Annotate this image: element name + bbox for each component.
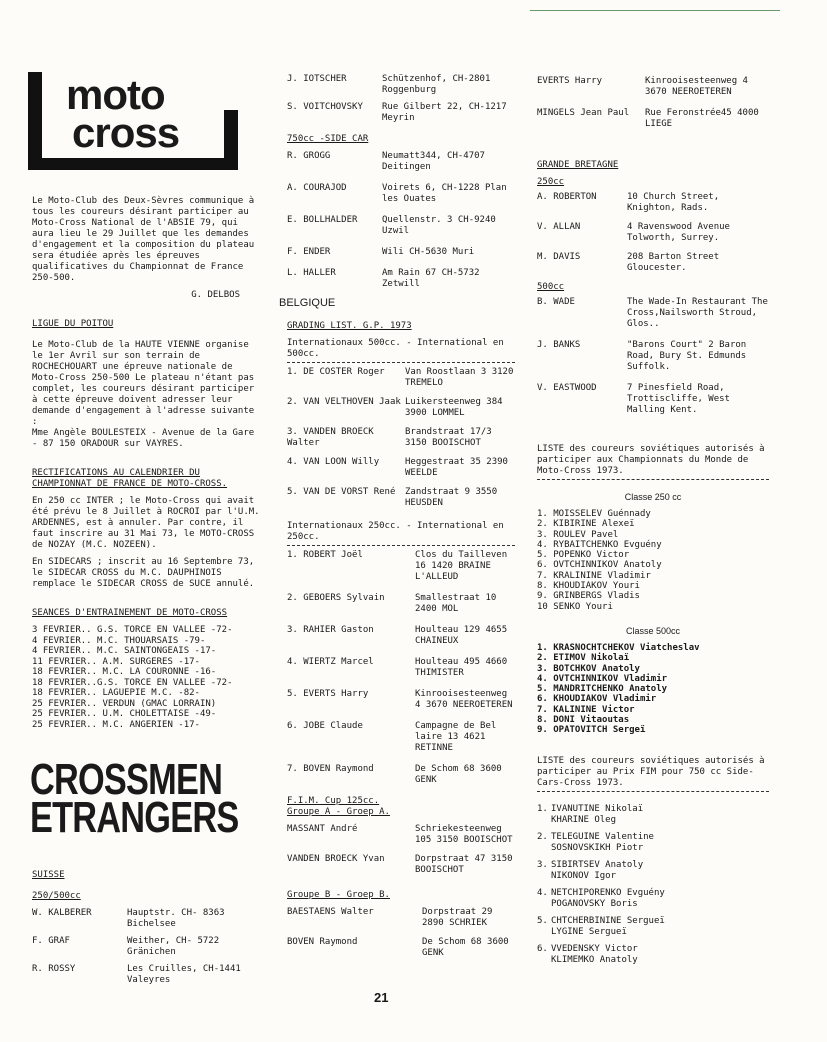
list-item: 2. ETIMOV Nikolaï: [537, 653, 630, 664]
entry-row: [287, 854, 515, 876]
entry-name: J. IOTSCHER: [287, 74, 347, 84]
list-item: 8. KHOUDIAKOV Youri: [537, 581, 640, 592]
entry-row: [537, 76, 769, 98]
entry-row: [287, 721, 515, 754]
entry-row: [537, 340, 769, 373]
right-column: [537, 76, 769, 966]
rectifications-p2: En SIDECARS ; inscrit au 16 Septembre 73, le SIDECAR CROSS du M.C. DAUPHINOIS remplace le SIDECAR CROSS de SUCE annulé.: [32, 557, 255, 589]
entry-address: Houlteau 495 4660 THIMISTER: [415, 657, 508, 678]
divider: [287, 545, 515, 546]
entry-name: J. BANKS: [537, 340, 581, 350]
list-item: 4 FEVRIER.. M.C. THOUARSAIS -79-: [32, 635, 206, 646]
entry-name: E. BOLLHALDER: [287, 215, 358, 225]
suisse-title: SUISSE: [32, 870, 65, 880]
entry-name: 2. GEBOERS Sylvain: [287, 593, 385, 603]
crossmen-heading-2: ETRANGERS: [30, 793, 239, 842]
suisse-section: [32, 870, 262, 992]
sidecar-pair: [537, 916, 769, 938]
entry-address: Clos du Tailleven 16 1420 BRAINE L'ALLEUD: [415, 550, 508, 582]
left-column: [32, 196, 260, 730]
entry-name: 4. VAN LOON Willy: [287, 457, 380, 467]
ligue-title: LIGUE DU POITOU: [32, 319, 114, 329]
entry-address: Houlteau 129 4655 CHAINEUX: [415, 625, 508, 646]
entry-name: V. ALLAN: [537, 222, 581, 232]
logo-line1: moto: [66, 71, 165, 118]
driver: IVANUTINE Nikolaï: [551, 803, 644, 814]
sidecar-pair: [537, 888, 769, 910]
logo-left-bar: [28, 72, 42, 168]
ligue-address: Mme Angèle BOULESTEIX - Avenue de la Gare - 87 150 ORADOUR sur VAYRES.: [32, 428, 255, 449]
list-item: 5. POPENKO Victor: [537, 550, 630, 561]
entry-row: [287, 625, 515, 647]
belgique-title: BELGIQUE: [279, 297, 336, 309]
class250-title: Classe 250 cc: [624, 492, 682, 502]
entry-address: Rue Feronstrée45 4000 LIEGE: [645, 108, 759, 129]
entry-address: 7 Pinesfield Road, Trottiscliffe, West Malling Kent.: [627, 383, 730, 415]
intro-text: Le Moto-Club des Deux-Sèvres communique à tous les coureurs désirant participer au Moto-Cross National de l'ABSIE 79, qui aura lieu le 29 Juillet que les demandes d'engagement et la composition du plateau sera étudiée après les épreuves qualificatives du Championnat de France 250-500.: [32, 196, 255, 283]
entry-row: [287, 824, 515, 846]
entry-name: 2. VAN VELTHOVEN Jaak: [287, 397, 401, 407]
entry-row: [537, 108, 769, 130]
entry-row: [537, 297, 769, 330]
entry-row: [537, 252, 769, 274]
entry-row: [287, 593, 515, 615]
seances-list: [32, 625, 260, 730]
entry-name: MASSANT André: [287, 824, 358, 834]
list-item: 1. KRASNOCHTCHEKOV Viatcheslav: [537, 642, 700, 653]
entry-row: [32, 964, 262, 986]
entry-address: Luikersteenweg 384 3900 LOMMEL: [405, 397, 503, 418]
driver: NETCHIPORENKO Evguény: [551, 887, 665, 898]
entry-row: [537, 383, 769, 416]
entry-name: 7. BOVEN Raymond: [287, 764, 374, 774]
entry-address: De Schom 68 3600 GENK: [415, 764, 502, 785]
entry-row: [287, 367, 515, 389]
crossmen-heading-1: CROSSMEN: [30, 755, 223, 804]
entry-address: "Barons Court" 2 Baron Road, Bury St. Edmunds Suffolk.: [627, 340, 747, 372]
pair-number: 1.: [537, 803, 548, 814]
entry-name: B. WADE: [537, 297, 575, 307]
entry-row: [287, 151, 515, 173]
list-item: 10 SENKO Youri: [537, 601, 613, 612]
entry-address: Zandstraat 9 3550 HEUSDEN: [405, 487, 498, 508]
entry-name: A. COURAJOD: [287, 183, 347, 193]
intro-signature: G. DELBOS: [191, 290, 240, 300]
entry-address: Brandstraat 17/3 3150 BOOISCHOT: [405, 427, 492, 448]
inter500-title: Internationaux 500cc. - International en 500cc.: [287, 338, 504, 359]
entry-address: 208 Barton Street Gloucester.: [627, 252, 720, 273]
gb500-title: 500cc: [537, 282, 565, 292]
list-item: 1. MOISSELEV Guénnady: [537, 509, 651, 519]
logo-right-bar: [224, 110, 238, 170]
list-item: 18 FEVRIER.. LAGUEPIE M.C. -82-: [32, 688, 200, 698]
page-number: 21: [374, 990, 389, 1005]
ligue-text: Le Moto-Club de la HAUTE VIENNE organise le 1er Avril sur son terrain de ROCHECHOUART une épreuve nationale de Moto-Cross 250-500 Le plateau n'étant pas complet, les coureurs désirant participer à cette épreuve doivent adresser leur demande d'engagement à l'adresse suivante :: [32, 340, 255, 427]
logo-line2: cross: [72, 109, 180, 156]
entry-name: F. GRAF: [32, 936, 70, 946]
entry-row: [287, 457, 515, 479]
class250-list: [537, 509, 769, 612]
entry-name: S. VOITCHOVSKY: [287, 102, 363, 112]
entry-row: [287, 550, 515, 583]
passenger: LYGINE Sergueï: [551, 926, 627, 937]
sidecar-pair: [537, 944, 769, 966]
entry-address: Campagne de Bel laire 13 4621 RETINNE: [415, 721, 497, 753]
inter250-title: Internationaux 250cc. - International en 250cc.: [287, 521, 504, 542]
list-item: 7. KALININE Victor: [537, 704, 635, 715]
entry-row: [287, 215, 515, 237]
entry-row: [287, 487, 515, 509]
entry-row: [287, 937, 515, 959]
entry-name: BAESTAENS Walter: [287, 907, 374, 917]
entry-address: Schriekesteenweg 105 3150 BOOISCHOT: [415, 824, 513, 845]
entry-name: EVERTS Harry: [537, 76, 603, 86]
entry-address: Dorpstraat 47 3150 BOOISCHOT: [415, 854, 513, 875]
entry-row: [287, 247, 515, 258]
groupB-title: Groupe B - Groep B.: [287, 890, 390, 900]
entry-address: Schützenhof, CH-2801 Roggenburg: [382, 74, 491, 95]
entry-name: R. ROSSY: [32, 964, 76, 974]
sov-intro: LISTE des coureurs soviétiques autorisés à participer aux Championnats du Monde de Moto-Cross 1973.: [537, 444, 765, 476]
sidecar-pair: [537, 860, 769, 882]
list-item: 4. RYBAITCHENKO Evguény: [537, 539, 662, 550]
divider: [287, 362, 515, 363]
entry-address: Kinrooisesteenweg 4 3670 NEEROETEREN: [645, 76, 748, 97]
list-item: 4. OVTCHINNIKOV Vladimir: [537, 673, 668, 684]
list-item: 2. KIBIRINE Alexeï: [537, 519, 635, 530]
entry-address: De Schom 68 3600 GENK: [422, 937, 509, 958]
passenger: SOSNOVSKIKH Piotr: [551, 842, 644, 853]
middle-column: [279, 74, 515, 965]
class500-title: Classe 500cc: [625, 625, 681, 636]
divider: [537, 479, 769, 480]
entry-name: 1. DE COSTER Roger: [287, 367, 385, 377]
gb-title: GRANDE BRETAGNE: [537, 160, 619, 170]
list-item: 25 FEVRIER.. VERDUN (GMAC LORRAIN): [32, 698, 217, 709]
sidecar-title: 750cc -SIDE CAR: [287, 134, 369, 144]
driver: CHTCHERBININE Sergueï: [551, 915, 665, 926]
entry-name: 5. VAN DE VORST René: [287, 487, 396, 497]
entry-row: [537, 222, 769, 244]
entry-name: 1. ROBERT Joël: [287, 550, 363, 560]
entry-address: Voirets 6, CH-1228 Plan les Ouates: [382, 183, 507, 204]
gb250-title: 250cc: [537, 177, 565, 187]
entry-name: W. KALBERER: [32, 908, 92, 918]
passenger: KHARINE Oleg: [551, 814, 617, 825]
entry-row: [287, 657, 515, 679]
sidecar-pair: [537, 832, 769, 854]
pair-number: 4.: [537, 887, 548, 898]
entry-name: 5. EVERTS Harry: [287, 689, 369, 699]
list-item: 25 FEVRIER.. U.M. CHOLETTAISE -49-: [32, 709, 217, 719]
moto-cross-logo: [28, 70, 238, 170]
entry-row: [537, 192, 769, 214]
list-item: 4 FEVRIER.. M.C. SAINTONGEAIS -17-: [32, 646, 217, 656]
list-item: 7. KRALININE Vladimir: [537, 570, 651, 581]
entry-address: Kinrooisesteenweg 4 3670 NEEROETEREN: [415, 689, 513, 710]
entry-address: Neumatt344, CH-4707 Deitingen: [382, 151, 485, 172]
list-item: 5. MANDRITCHENKO Anatoly: [537, 684, 668, 695]
driver: SIBIRTSEV Anatoly: [551, 859, 644, 870]
list-item: 3. ROULEV Pavel: [537, 529, 619, 540]
entry-row: [287, 427, 515, 449]
entry-name: A. ROBERTON: [537, 192, 597, 202]
entry-address: Hauptstr. CH- 8363 Bichelsee: [127, 908, 225, 929]
entry-address: Les Cruilles, CH-1441 Valeyres: [127, 964, 241, 985]
entry-name: BOVEN Raymond: [287, 937, 358, 947]
passenger: NIKONOV Igor: [551, 870, 617, 881]
passenger: KLIMEMKO Anatoly: [551, 954, 638, 965]
entry-address: Smallestraat 10 2400 MOL: [415, 593, 497, 614]
list-item: 18 FEVRIER..G.S. TORCE EN VALLEE -72-: [32, 677, 233, 688]
entry-name: VANDEN BROECK Yvan: [287, 854, 385, 864]
entry-address: 4 Ravenswood Avenue Tolworth, Surrey.: [627, 222, 730, 243]
entry-row: [32, 936, 262, 958]
entry-address: Van Roostlaan 3 3120 TREMELO: [405, 367, 514, 388]
entry-row: [287, 183, 515, 205]
entry-address: Weither, CH- 5722 Gränichen: [127, 936, 220, 957]
entry-name: 3. VANDEN BROECK Walter: [287, 427, 374, 448]
entry-row: [287, 689, 515, 711]
entry-address: The Wade-In Restaurant The Cross,Nailsworth Stroud, Glos..: [627, 297, 768, 329]
divider: [537, 791, 769, 792]
entry-row: [287, 268, 515, 290]
entry-name: 4. WIERTZ Marcel: [287, 657, 374, 667]
logo-bottom-bar: [28, 158, 238, 170]
entry-name: 6. JOBE Claude: [287, 721, 363, 731]
driver: VVEDENSKY Victor: [551, 943, 638, 954]
entry-row: [287, 907, 515, 929]
list-item: 18 FEVRIER.. M.C. LA COURONNE -16-: [32, 667, 217, 677]
sidecar-pair: [537, 804, 769, 826]
entry-address: Quellenstr. 3 CH-9240 Uzwil: [382, 215, 496, 236]
list-item: 6. KHOUDIAKOV Vladimir: [537, 694, 657, 705]
rectifications-p1: En 250 cc INTER ; le Moto-Cross qui avait été prévu le 8 Juillet à ROCROI par l'U.M. ARDENNES, est à annuler. Par contre, il faut inscrire au 31 Mai 73, le MOTO-CROSS de NOZAY (M.C. NOZEEN).: [32, 496, 260, 550]
entry-name: F. ENDER: [287, 247, 331, 257]
entry-name: MINGELS Jean Paul: [537, 108, 630, 118]
pair-number: 3.: [537, 859, 548, 870]
entry-address: Wili CH-5630 Muri: [382, 247, 475, 257]
entry-address: Rue Gilbert 22, CH-1217 Meyrin: [382, 102, 507, 123]
passenger: POGANOVSKY Boris: [551, 898, 638, 909]
fim-title: F.I.M. Cup 125cc.: [287, 796, 380, 806]
fim-intro: LISTE des coureurs soviétiques autorisés à participer au Prix FIM pour 750 cc Side-Cars-Cross 1973.: [537, 755, 765, 788]
list-item: 3. BOTCHKOV Anatoly: [537, 663, 640, 674]
pair-number: 6.: [537, 943, 548, 954]
driver: TELEGUINE Valentine: [551, 831, 654, 842]
list-item: 9. OPATOVITCH Sergeï: [537, 725, 646, 736]
top-rule: [530, 10, 780, 11]
pair-number: 5.: [537, 915, 548, 926]
list-item: 3 FEVRIER.. G.S. TORCE EN VALLEE -72-: [32, 625, 233, 635]
entry-row: [287, 102, 515, 124]
entry-address: Dorpstraat 29 2890 SCHRIEK: [422, 907, 493, 928]
grading-title: GRADING LIST. G.P. 1973: [287, 321, 412, 331]
entry-address: 10 Church Street, Knighton, Rads.: [627, 192, 720, 213]
entry-address: Am Rain 67 CH-5732 Zetwill: [382, 268, 480, 289]
entry-name: R. GROGG: [287, 151, 331, 161]
list-item: 6. OVTCHINNIKOV Anatoly: [537, 560, 662, 571]
pair-number: 2.: [537, 831, 548, 842]
class500-list: [537, 643, 769, 736]
entry-address: Heggestraat 35 2390 WEELDE: [405, 457, 508, 478]
entry-row: [287, 397, 515, 419]
entry-name: L. HALLER: [287, 268, 336, 278]
entry-row: [32, 908, 262, 930]
rectifications-title: RECTIFICATIONS AU CALENDRIER DU CHAMPIONNAT DE FRANCE DE MOTO-CROSS.: [32, 468, 228, 489]
entry-row: [287, 764, 515, 786]
list-item: 25 FEVRIER.. M.C. ANGERIEN -17-: [32, 719, 200, 730]
list-item: 11 FEVRIER.. A.M. SURGERES -17-: [32, 656, 200, 667]
entry-name: 3. RAHIER Gaston: [287, 625, 374, 635]
groupA-title: Groupe A - Groep A.: [287, 807, 390, 817]
entry-row: [287, 74, 515, 96]
entry-name: M. DAVIS: [537, 252, 581, 262]
list-item: 8. DONI Vitaoutas: [537, 715, 630, 726]
seances-title: SEANCES D'ENTRAINEMENT DE MOTO-CROSS: [32, 608, 228, 618]
list-item: 9. GRINBERGS Vladis: [537, 591, 640, 602]
suisse-class: 250/500cc: [32, 891, 81, 901]
entry-name: V. EASTWOOD: [537, 383, 597, 393]
